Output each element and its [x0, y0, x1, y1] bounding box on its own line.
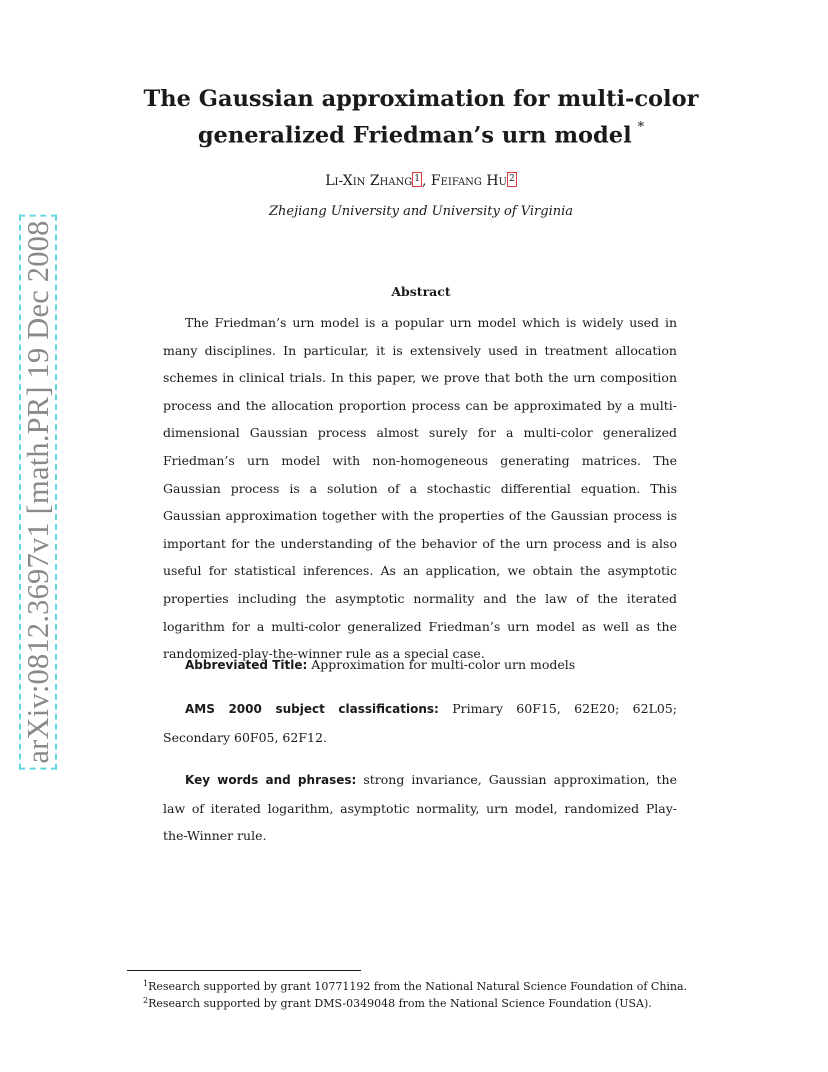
title-footnote-mark[interactable]: * — [637, 120, 645, 135]
affiliation: Zhejiang University and University of Virginia — [268, 204, 574, 219]
abbreviated-title — [163, 651, 677, 680]
footnote-mark: 1 — [143, 979, 149, 988]
footnote — [143, 993, 652, 1012]
abbreviated-title-value: Approximation for multi-color urn models — [307, 657, 576, 672]
author-list — [0, 172, 828, 189]
title-line-2: generalized Friedman’s urn model — [197, 122, 632, 149]
abbreviated-title-label: Abbreviated Title: — [185, 658, 308, 672]
paper-title — [0, 84, 828, 152]
author-separator: , — [422, 173, 431, 189]
ams-classification-label: AMS 2000 subject classifications: — [185, 702, 439, 716]
author-footnote-link[interactable]: 1 — [412, 172, 422, 187]
footnote-text: Research supported by grant DMS-0349048 from the National Science Foundation (USA). — [148, 997, 652, 1010]
arxiv-identifier[interactable]: arXiv:0812.3697v1 [math.PR] 19 Dec 2008 — [19, 214, 57, 769]
author-footnote-link[interactable]: 2 — [507, 172, 517, 187]
abstract-text: The Friedman’s urn model is a popular urn model which is widely used in many disciplines. In particular, it is extensively used in treatment allocation schemes in clinical trials. In this paper, we prove that both the urn composition process and the allocation proportion process can be approximated by a multi-dimensional Gaussian process almost surely for a multi-color generalized Friedman’s urn model with non-homogeneous generating matrices. The Gaussian process is a solution of a stochastic differential equation. This Gaussian approximation together with the properties of the Gaussian process is important for the understanding of the behavior of the urn process and is also useful for statistical inferences. As an application, we obtain the asymptotic properties including the asymptotic normality and the law of the iterated logarithm for a multi-color generalized Friedman’s urn model as well as the randomized-play-the-winner rule as a special case. — [163, 315, 677, 662]
ams-classification — [163, 695, 677, 751]
abstract-heading: Abstract — [391, 284, 451, 299]
keywords-label: Key words and phrases: — [185, 773, 357, 787]
keywords-value: strong invariance, Gaussian approximation, the law of iterated logarithm, asymptotic normality, urn model, randomized Play-the-Winner rule. — [163, 772, 677, 844]
author-name: Feifang Hu — [430, 173, 507, 189]
ams-classification-value: Primary 60F15, 62E20; 62L05; Secondary 60F05, 62F12. — [163, 701, 677, 745]
author-name: Li-Xin Zhang — [325, 173, 413, 189]
footnote-divider — [127, 970, 361, 971]
footnote-text: Research supported by grant 10771192 from the National Natural Science Foundation of China. — [148, 980, 688, 993]
keywords — [163, 766, 677, 850]
footnote-mark: 2 — [143, 996, 149, 1005]
title-line-1: The Gaussian approximation for multi-color — [143, 86, 699, 112]
